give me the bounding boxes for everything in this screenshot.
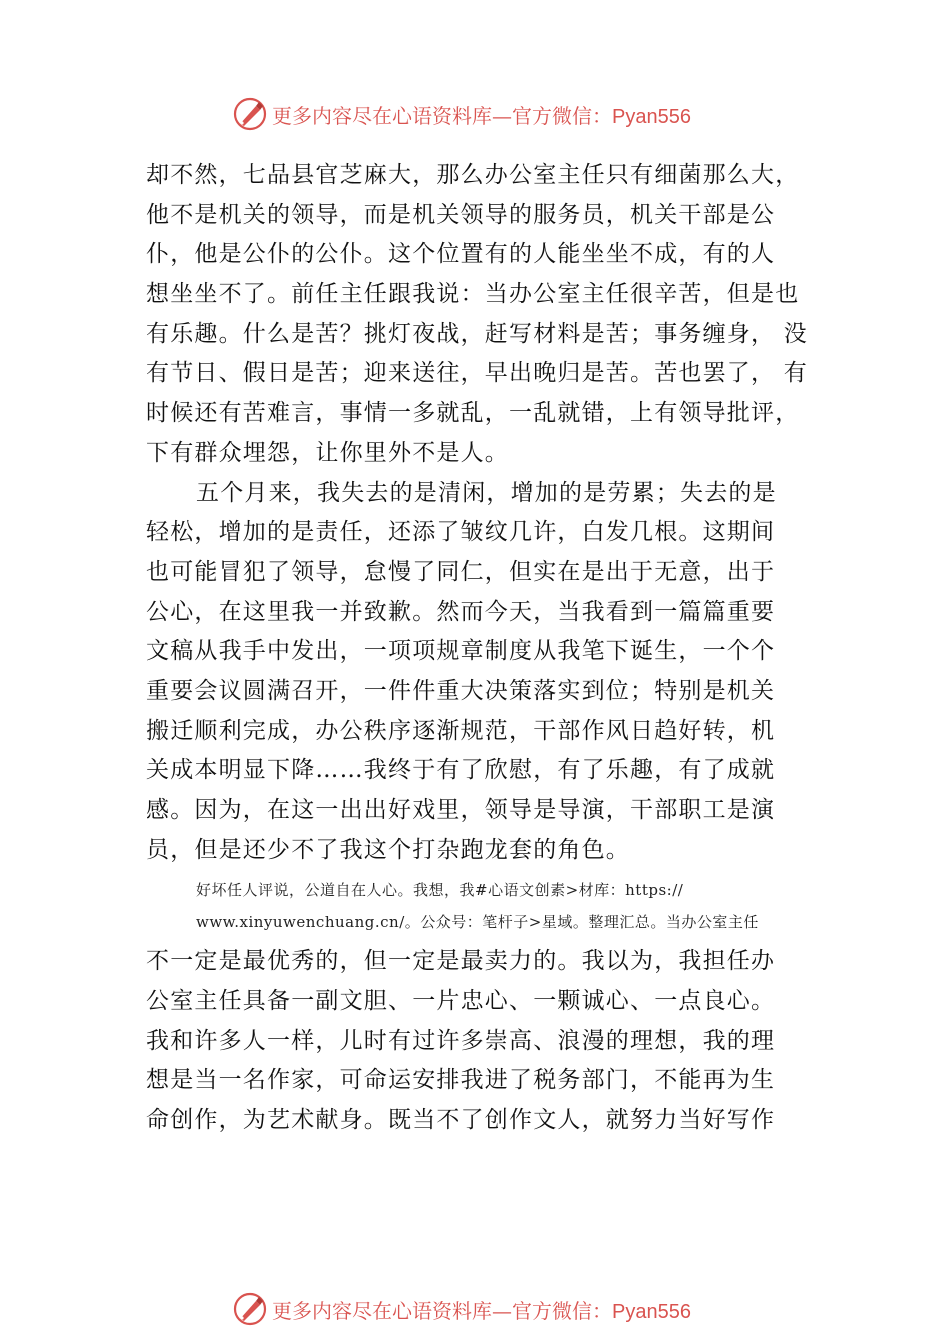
text-line: 重要会议圆满召开，一件件重大决策落实到位；特别是机关 (146, 677, 776, 704)
text-line: 公心，在这里我一并致歉。然而今天，当我看到一篇篇重要 (146, 598, 776, 625)
text-line: 有乐趣。什么是苦？挑灯夜战，赶写材料是苦；事务缠身， 没 (146, 320, 808, 347)
text-line: 想是当一名作家，可命运安排我进了税务部门，不能再为生 (146, 1067, 776, 1094)
pen-logo-icon (232, 1291, 268, 1327)
text-line: 有节日、假日是苦；迎来送往，早出晚归是苦。苦也罢了， 有 (146, 360, 808, 387)
text-line: 搬迁顺利完成，办公秩序逐渐规范，干部作风日趋好转，机 (146, 717, 776, 744)
text-line: 五个月来，我失去的是清闲，增加的是劳累；失去的是 (196, 479, 777, 506)
text-line: 命创作，为艺术献身。既当不了创作文人，就努力当好写作 (146, 1107, 776, 1134)
header-text: 更多内容尽在心语资料库—官方微信：Pyan556 (272, 103, 691, 128)
text-line: 轻松，增加的是责任，还添了皱纹几许，白发几根。这期间 (146, 519, 776, 546)
pen-logo-icon (232, 96, 268, 132)
body-text (146, 156, 826, 1141)
text-line: 我和许多人一样，儿时有过许多崇高、浪漫的理想，我的理 (146, 1027, 776, 1054)
text-line: 不一定是最优秀的，但一定是最卖力的。我以为，我担任办 (146, 948, 776, 975)
footer-text: 更多内容尽在心语资料库—官方微信：Pyan556 (272, 1298, 691, 1323)
header-banner (232, 96, 732, 132)
text-line: 也可能冒犯了领导，怠慢了同仁，但实在是出于无意，出于 (146, 558, 776, 585)
note-line: www.xinyuwenchuang.cn/。公众号：笔杆子>星域。整理汇总。当办公室主任 (196, 913, 759, 932)
text-line: 却不然，七品县官芝麻大，那么办公室主任只有细菌那么大， (146, 162, 800, 188)
note-line: 好坏任人评说，公道自在人心。我想，我#心语文创素>材库：https:// (196, 881, 684, 900)
text-line: 文稿从我手中发出，一项项规章制度从我笔下诞生，一个个 (146, 638, 776, 665)
text-line: 下有群众埋怨，让你里外不是人。 (146, 439, 509, 466)
text-line: 他不是机关的领导，而是机关领导的服务员，机关干部是公 (146, 201, 776, 228)
text-line: 员，但是还少不了我这个打杂跑龙套的角色。 (146, 836, 630, 863)
text-line: 想坐坐不了。前任主任跟我说：当办公室主任很辛苦，但是也 (146, 281, 800, 308)
text-line: 公室主任具备一副文胆、一片忠心、一颗诚心、一点良心。 (146, 988, 776, 1015)
text-line: 仆，他是公仆的公仆。这个位置有的人能坐坐不成，有的人 (146, 241, 776, 268)
text-line: 关成本明显下降……我终于有了欣慰，有了乐趣，有了成就 (146, 757, 776, 784)
text-line: 时候还有苦难言，事情一多就乱，一乱就错，上有领导批评， (146, 400, 800, 427)
footer-banner (232, 1291, 732, 1327)
text-line: 感。因为，在这一出出好戏里，领导是导演，干部职工是演 (146, 797, 776, 823)
